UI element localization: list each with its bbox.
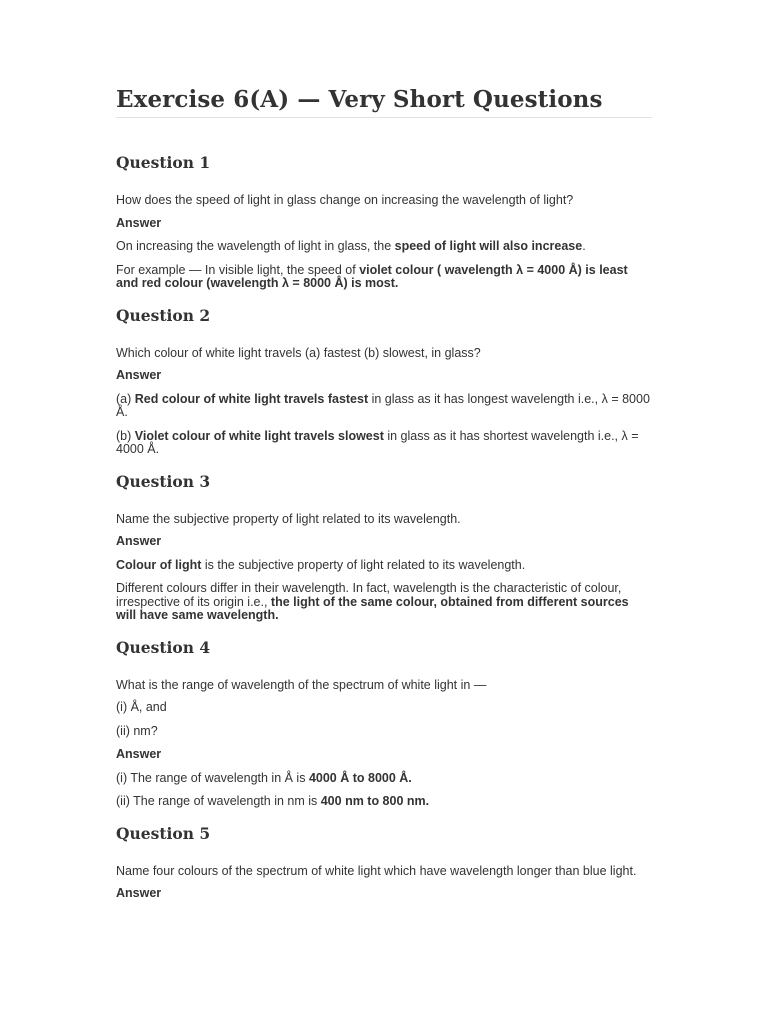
question-text: What is the range of wavelength of the spectrum of white light in —	[116, 677, 487, 692]
answer-paragraph	[116, 393, 652, 420]
answer-emphasis: the light of the same colour, obtained from different sources will have same wavelength.	[116, 594, 629, 622]
answer-text: Different colours differ in their wavelength. In fact, wavelength is the characteristic of colour, irrespective of its origin i.e.,	[116, 581, 622, 609]
question-text: Name four colours of the spectrum of white light which have wavelength longer than blue light.	[116, 863, 637, 878]
answer-label: Answer	[116, 368, 162, 382]
page-title: Exercise 6(A) — Very Short Questions	[116, 84, 652, 118]
answer-text: On increasing the wavelength of light in glass, the	[116, 239, 395, 253]
answer-paragraph	[116, 430, 652, 457]
answer-text: is the subjective property of light related to its wavelength.	[201, 557, 526, 572]
question-2	[116, 306, 652, 457]
answer-text: in glass as it has shortest wavelength i.e., λ = 4000 Å.	[116, 428, 639, 456]
answer-paragraph	[116, 582, 652, 623]
question-text: Name the subjective property of light related to its wavelength.	[116, 511, 461, 526]
answer-text: in glass as it has longest wavelength i.e., λ = 8000 Å.	[116, 391, 650, 419]
answer-paragraph	[116, 264, 652, 291]
answer-text: (ii) The range of wavelength in nm is	[116, 794, 321, 808]
question-text: Which colour of white light travels (a) fastest (b) slowest, in glass?	[116, 345, 481, 360]
answer-text: (a)	[116, 391, 135, 406]
answer-emphasis: 4000 Å to 8000 Å.	[308, 770, 412, 785]
answer-emphasis: Colour of light	[116, 557, 202, 572]
answer-paragraph	[116, 772, 652, 786]
question-heading: Question 4	[116, 637, 211, 657]
question-4	[116, 638, 652, 809]
answer-label: Answer	[116, 747, 162, 761]
question-3	[116, 472, 652, 623]
question-5	[116, 824, 652, 901]
answer-emphasis: Red colour of white light travels fastest	[134, 391, 369, 406]
answer-emphasis: Violet colour of white light travels slowest	[134, 428, 384, 443]
answer-label: Answer	[116, 886, 162, 900]
document-page	[116, 84, 652, 911]
question-heading: Question 2	[116, 305, 211, 325]
answer-emphasis: 400 nm to 800 nm.	[320, 794, 430, 808]
question-subpart: (i) Å, and	[116, 700, 167, 714]
answer-emphasis: speed of light will also increase	[394, 239, 583, 253]
answer-label: Answer	[116, 215, 162, 230]
answer-text: .	[582, 239, 586, 253]
question-heading: Question 1	[116, 153, 211, 172]
answer-paragraph	[116, 795, 652, 809]
answer-text: For example — In visible light, the speed of	[116, 262, 360, 277]
question-heading: Question 3	[116, 471, 211, 491]
question-subpart: (ii) nm?	[116, 723, 158, 738]
question-text: How does the speed of light in glass change on increasing the wavelength of light?	[116, 193, 574, 207]
answer-paragraph	[116, 240, 652, 254]
question-heading: Question 5	[116, 823, 211, 843]
answer-paragraph	[116, 559, 652, 573]
answer-text: (b)	[116, 428, 135, 443]
answer-emphasis: violet colour ( wavelength λ = 4000 Å) is least and red colour (wavelength λ = 8000 Å) is most.	[116, 262, 628, 290]
answer-text: (i) The range of wavelength in Å is	[116, 770, 309, 785]
answer-label: Answer	[116, 534, 162, 548]
question-1	[116, 153, 652, 291]
